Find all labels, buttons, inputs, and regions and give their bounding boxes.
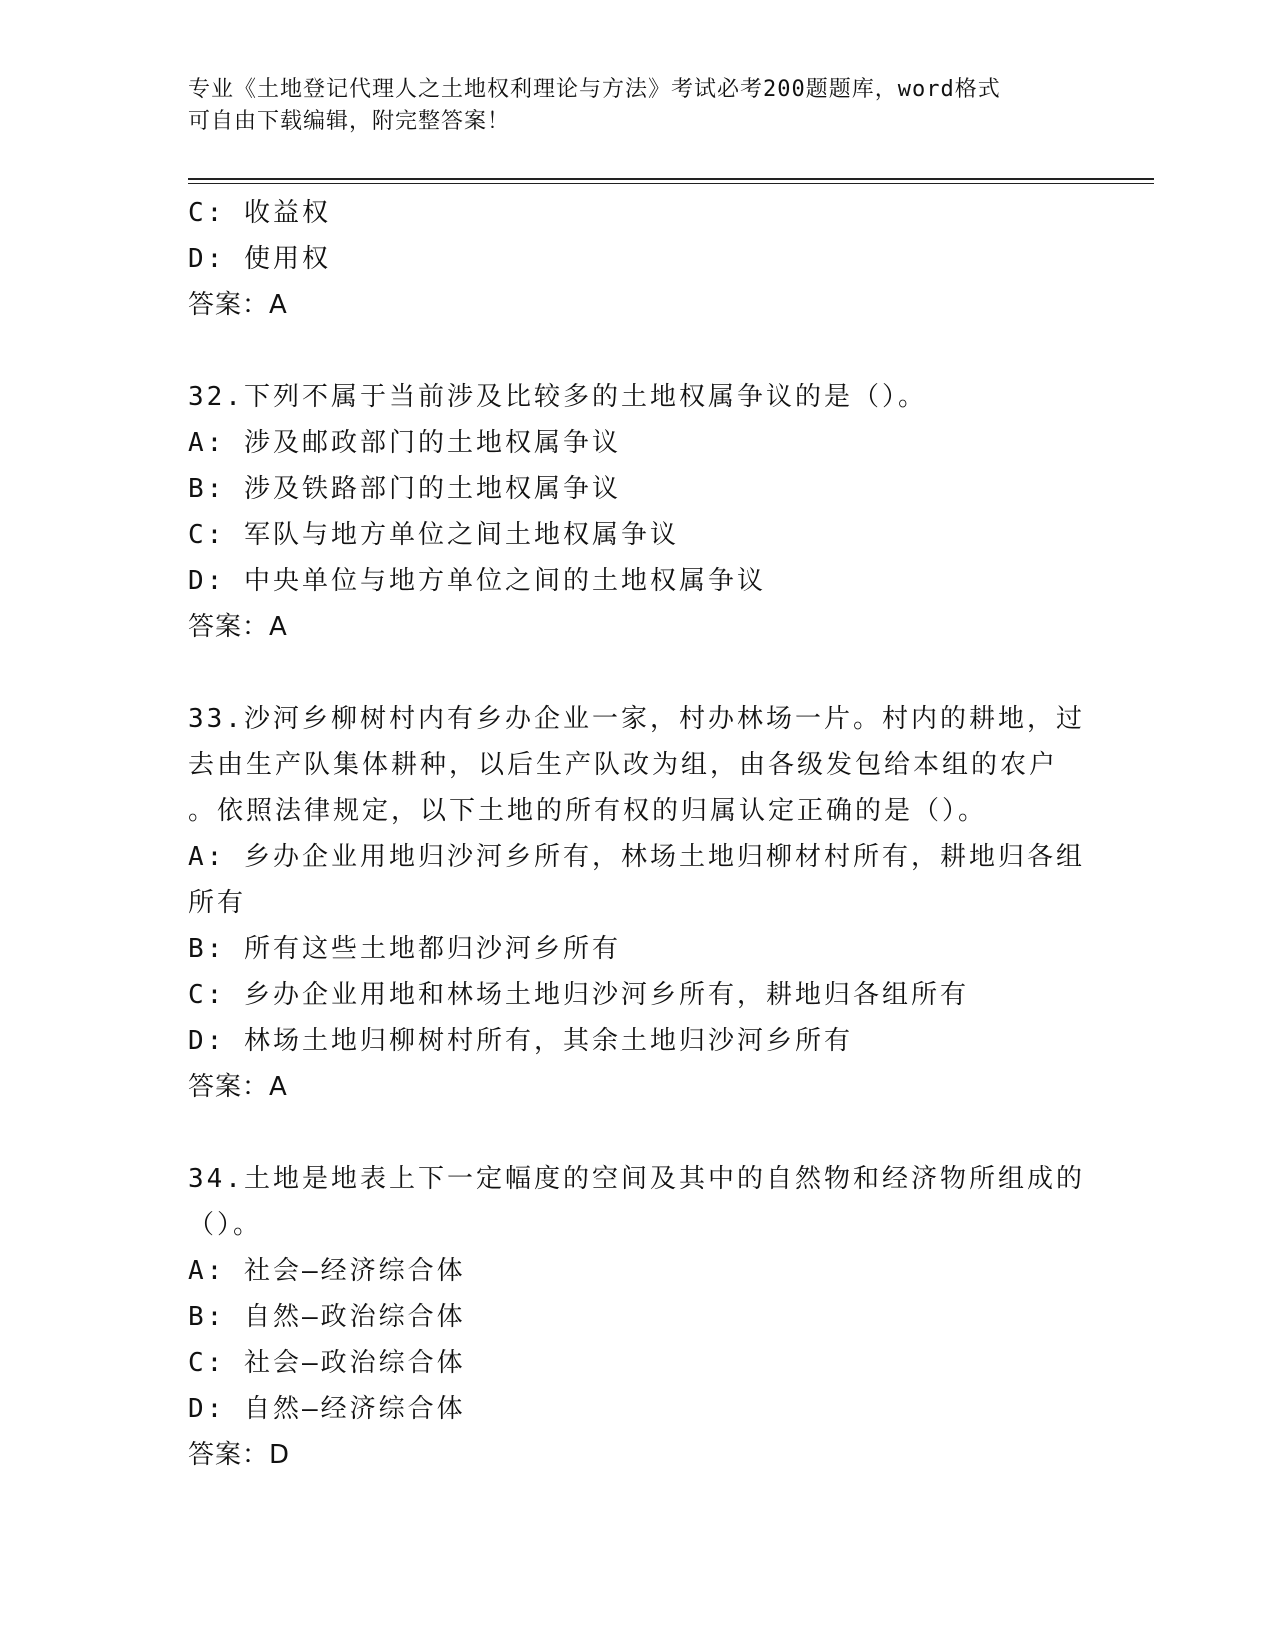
question-stem-line-2: （）。 [188, 1210, 263, 1240]
question-34 [188, 1156, 1088, 1478]
option-b: B: 自然—政治综合体 [188, 1302, 466, 1332]
spacer [188, 1110, 1088, 1156]
question-content [188, 190, 1088, 1478]
answer-line: 答案：A [188, 612, 288, 642]
option-d: D: 自然—经济综合体 [188, 1394, 466, 1424]
question-stem-line-2: 去由生产队集体耕种，以后生产队改为组，由各级发包给本组的农户 [188, 750, 1059, 780]
option-c: C: 收益权 [188, 198, 331, 228]
question-stem: 32.下列不属于当前涉及比较多的土地权属争议的是（）。 [188, 382, 927, 412]
page-header [188, 74, 1068, 138]
question-32 [188, 374, 1088, 650]
option-a-line-1: A: 乡办企业用地归沙河乡所有，林场土地归柳材村所有，耕地归各组 [188, 842, 1085, 872]
option-b: B: 所有这些土地都归沙河乡所有 [188, 934, 621, 964]
answer-line: 答案：D [188, 1440, 291, 1470]
option-d: D: 使用权 [188, 244, 331, 274]
question-stem-line-1: 33.沙河乡柳树村内有乡办企业一家，村办林场一片。村内的耕地，过 [188, 704, 1085, 734]
option-d: D: 林场土地归柳树村所有，其余土地归沙河乡所有 [188, 1026, 853, 1056]
header-title-line-2: 可自由下载编辑，附完整答案！ [188, 109, 511, 134]
option-c: C: 社会—政治综合体 [188, 1348, 466, 1378]
header-divider [188, 178, 1154, 184]
header-title-line-1: 专业《土地登记代理人之土地权利理论与方法》考试必考200题题库，word格式 [188, 77, 1001, 102]
answer-line: 答案：A [188, 290, 288, 320]
answer-line: 答案：A [188, 1072, 288, 1102]
spacer [188, 328, 1088, 374]
option-a-line-2: 所有 [188, 888, 247, 918]
question-33 [188, 696, 1088, 1110]
question-31-tail [188, 190, 1088, 328]
option-a: A: 社会—经济综合体 [188, 1256, 466, 1286]
option-b: B: 涉及铁路部门的土地权属争议 [188, 474, 621, 504]
option-d: D: 中央单位与地方单位之间的土地权属争议 [188, 566, 766, 596]
option-c: C: 军队与地方单位之间土地权属争议 [188, 520, 679, 550]
question-stem-line-1: 34.土地是地表上下一定幅度的空间及其中的自然物和经济物所组成的 [188, 1164, 1085, 1194]
question-stem-line-3: 。依照法律规定，以下土地的所有权的归属认定正确的是（）。 [188, 796, 988, 826]
option-a: A: 涉及邮政部门的土地权属争议 [188, 428, 621, 458]
option-c: C: 乡办企业用地和林场土地归沙河乡所有，耕地归各组所有 [188, 980, 969, 1010]
spacer [188, 650, 1088, 696]
